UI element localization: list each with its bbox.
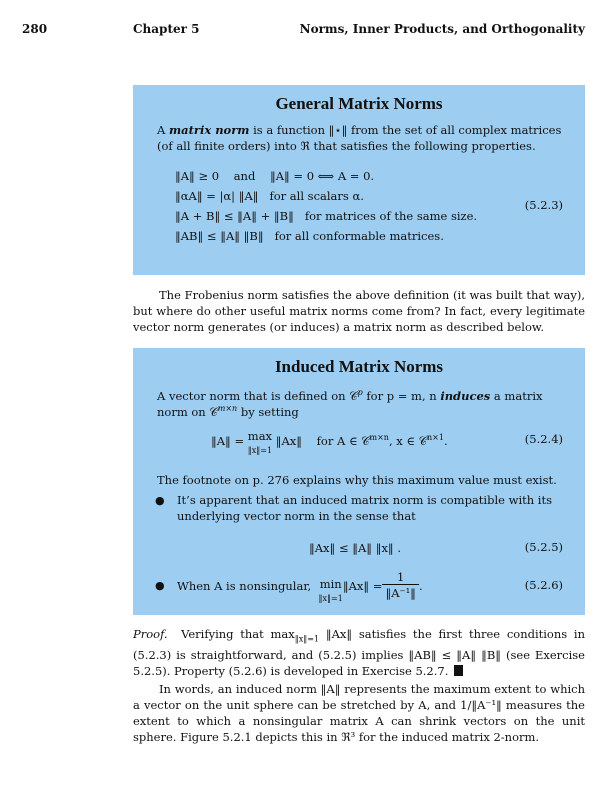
property-3: ‖A + B‖ ≤ ‖A‖ + ‖B‖ for matrices of the same size. <box>175 209 478 223</box>
proof-label: Proof. <box>133 627 168 641</box>
page-number: 280 <box>22 22 48 36</box>
equation-compatibility: ‖Ax‖ ≤ ‖A‖ ‖x‖ . <box>309 541 401 555</box>
box-title: General Matrix Norms <box>275 94 443 113</box>
property-2: ‖αA‖ = |α| ‖A‖ for all scalars α. <box>175 189 364 203</box>
property-4: ‖AB‖ ≤ ‖A‖ ‖B‖ for all conformable matrices. <box>175 229 444 243</box>
definition-line-1: A vector norm that is defined on 𝒞$^p$ for p = m, n induces a matrix <box>157 388 543 403</box>
frobenius-paragraph: The Frobenius norm satisfies the above definition (it was built that way), but where do other useful matrix norms come from? In fact, every legitimate vector norm generates (or induces) a matrix norm as described below. <box>133 288 585 334</box>
definition-line-2: norm on 𝒞$^{m\times n}$ by setting <box>157 404 299 419</box>
equation-number: (5.2.5) <box>524 540 563 554</box>
equation-number: (5.2.3) <box>524 198 563 212</box>
definition-line-2: (of all finite orders) into ℜ that satisfies the following properties. <box>157 139 536 153</box>
bullet-2: When A is nonsingular, min ‖x‖=1‖Ax‖ = $\frac{1}{\text{‖A⁻¹‖}}$ . <box>177 570 423 603</box>
bullet-icon: ● <box>155 579 165 592</box>
box-title: Induced Matrix Norms <box>274 357 444 376</box>
defined-term: matrix norm <box>168 123 250 137</box>
interpretation-paragraph: In words, an induced norm ‖A‖ represents the maximum extent to which a vector on the unit sphere can be stretched by A, and 1/‖A⁻¹‖ measures the extent to which a nonsingular matrix A can shrink vectors on the unit sphere. Figure 5.2.1 depicts this in ℜ³ for the induced matrix 2-norm. <box>133 682 585 744</box>
bullet-icon: ● <box>155 494 165 507</box>
running-title: Norms, Inner Products, and Orthogonality <box>299 22 585 36</box>
property-1: ‖A‖ ≥ 0 and ‖A‖ = 0 ⟺ A = 0. <box>175 169 375 183</box>
general-matrix-norms-box <box>133 85 585 275</box>
proof-paragraph: Proof. Verifying that $\max_{‖x‖=1}$ ‖Ax‖ satisfies the first three conditions in (5.2.3) is straightforward, and (5.2.5) implies ‖AB‖ ≤ ‖A‖ ‖B‖ (see Exercise 5.2.5). Property (5.2.6) is developed in Exercise 5.2.7. <box>133 627 585 679</box>
running-header <box>0 20 610 38</box>
induced-matrix-norms-box <box>133 348 585 615</box>
equation-number: (5.2.4) <box>524 432 563 446</box>
qed-icon <box>454 665 463 676</box>
defined-term: induces <box>440 388 491 403</box>
bullet-1-line-1: It’s apparent that an induced matrix norm is compatible with its <box>177 493 553 507</box>
footnote-remark: The footnote on p. 276 explains why this maximum value must exist. <box>157 473 557 487</box>
equation-induced-norm: ‖A‖ = max ‖x‖=1 ‖Ax‖ for A ∈ 𝒞$^{m\times n}$, x ∈ 𝒞$^{n\times 1}$. <box>211 429 448 455</box>
chapter-label: Chapter 5 <box>133 22 200 36</box>
equation-number: (5.2.6) <box>524 578 563 592</box>
definition-line-1: A matrix norm is a function ‖⋆‖ from the set of all complex matrices <box>157 123 562 137</box>
bullet-1-line-2: underlying vector norm in the sense that <box>177 509 416 523</box>
